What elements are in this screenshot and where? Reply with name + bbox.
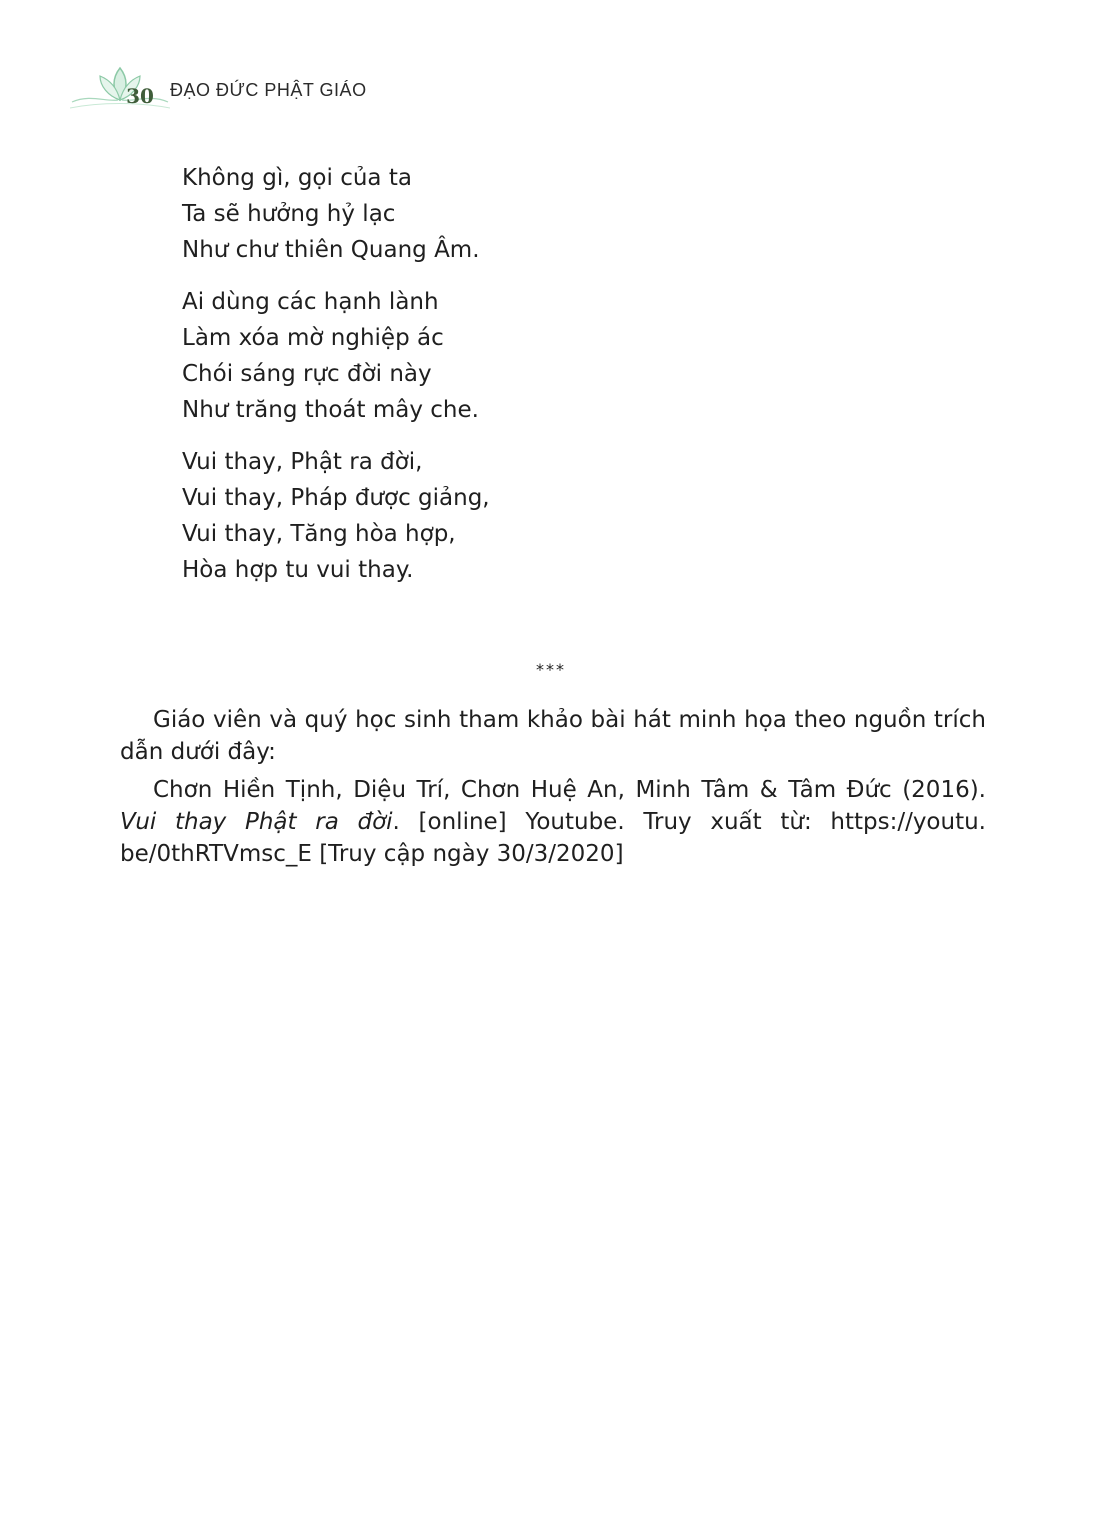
running-title: ĐẠO ĐỨC PHẬT GIÁO — [170, 80, 367, 100]
poem-line: Vui thay, Pháp được giảng, — [182, 485, 490, 511]
citation-paragraph — [120, 774, 986, 870]
section-separator: *** — [536, 660, 566, 679]
poem-line: Vui thay, Phật ra đời, — [182, 449, 423, 475]
poem-stanza — [182, 444, 490, 588]
poem-stanza — [182, 284, 490, 428]
poem-line: Chói sáng rực đời này — [182, 361, 432, 387]
poem-line: Không gì, gọi của ta — [182, 165, 412, 191]
poem-line: Như trăng thoát mây che. — [182, 397, 479, 423]
running-header — [70, 62, 390, 114]
poem-line: Làm xóa mờ nghiệp ác — [182, 325, 444, 351]
poem-line: Hòa hợp tu vui thay. — [182, 557, 414, 583]
poem-line: Vui thay, Tăng hòa hợp, — [182, 521, 456, 547]
intro-paragraph: Giáo viên và quý học sinh tham khảo bài hát minh họa theo nguồn trích dẫn dưới đây: — [120, 707, 986, 765]
poem-line: Ai dùng các hạnh lành — [182, 289, 439, 315]
poem-line: Như chư thiên Quang Âm. — [182, 237, 480, 263]
citation-title: Vui thay Phật ra đời — [120, 809, 393, 835]
citation-source: . [online] Youtube. Truy xuất từ: https://youtu. be/0thRTVmsc_E [Truy cập ngày 30/3/2020] — [120, 809, 986, 867]
page-number: 30 — [126, 84, 154, 108]
poem-stanza — [182, 160, 490, 268]
poem-line: Ta sẽ hưởng hỷ lạc — [182, 201, 396, 227]
poem — [182, 160, 490, 604]
citation-authors: Chơn Hiền Tịnh, Diệu Trí, Chơn Huệ An, Minh Tâm & Tâm Đức (2016). — [153, 777, 986, 803]
